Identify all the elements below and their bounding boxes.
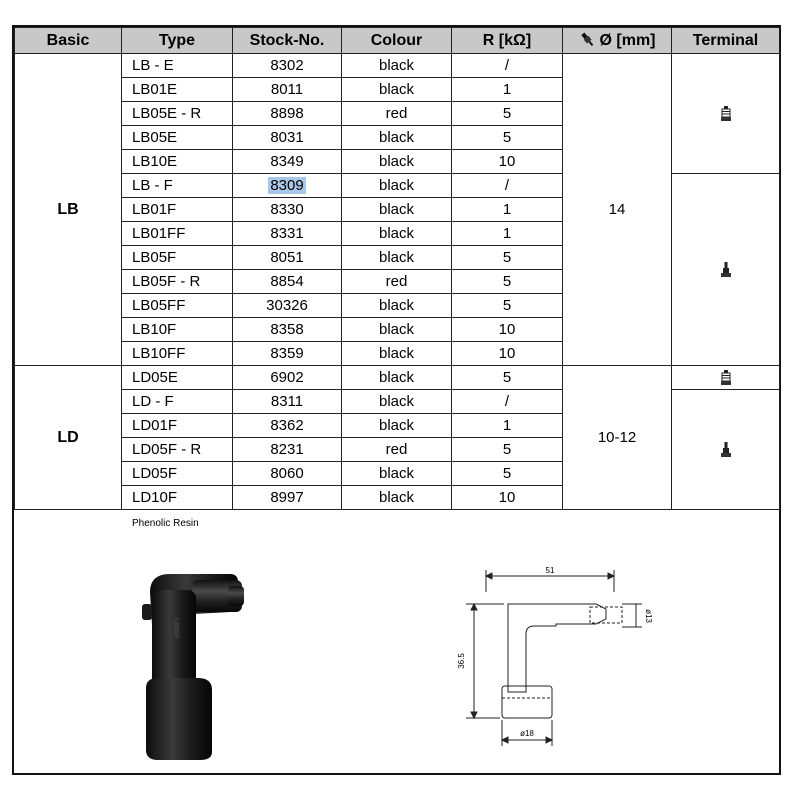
stock-no-cell — [233, 246, 342, 270]
dim-width-label: 51 — [545, 566, 555, 575]
type-cell: LB - F — [122, 174, 233, 198]
material-label: Phenolic Resin — [132, 518, 199, 529]
solid-terminal-icon — [720, 262, 732, 278]
type-cell: LD01F — [122, 414, 233, 438]
header-diameter — [563, 28, 672, 54]
stock-no-cell — [233, 318, 342, 342]
stock-no-text: 8349 — [270, 153, 304, 170]
resistance-cell: 10 — [452, 486, 563, 510]
header-terminal: Terminal — [672, 28, 780, 54]
stock-no-text: 8311 — [270, 393, 304, 410]
type-cell: LB10F — [122, 318, 233, 342]
stock-no-cell — [233, 102, 342, 126]
stock-no-text: 8898 — [270, 105, 304, 122]
table-row — [15, 54, 780, 78]
colour-cell: red — [342, 438, 452, 462]
stock-no-cell — [233, 174, 342, 198]
type-cell: LD05F — [122, 462, 233, 486]
stock-no-text: 30326 — [266, 297, 308, 314]
stock-no-cell — [233, 270, 342, 294]
type-cell: LB - E — [122, 54, 233, 78]
stock-no-cell — [233, 294, 342, 318]
table-row — [15, 366, 780, 390]
threaded-terminal-icon — [720, 370, 732, 386]
resistance-cell: 1 — [452, 198, 563, 222]
header-resistance: R [kΩ] — [452, 28, 563, 54]
stock-no-cell — [233, 414, 342, 438]
stock-no-text: 8331 — [270, 225, 304, 242]
stock-no-cell — [233, 390, 342, 414]
colour-cell: red — [342, 270, 452, 294]
colour-cell: black — [342, 78, 452, 102]
type-cell: LB05FF — [122, 294, 233, 318]
stock-no-cell — [233, 150, 342, 174]
product-table — [14, 27, 780, 510]
type-cell: LD05F - R — [122, 438, 233, 462]
stock-no-cell — [233, 78, 342, 102]
type-cell: LB10E — [122, 150, 233, 174]
stock-no-text: 6902 — [270, 369, 304, 386]
type-cell: LB01E — [122, 78, 233, 102]
terminal-cell — [672, 366, 780, 390]
dim-top-diameter-label: ø13 — [644, 609, 653, 623]
colour-cell: black — [342, 54, 452, 78]
type-cell: LD10F — [122, 486, 233, 510]
type-cell: LB05E — [122, 126, 233, 150]
resistance-cell: 5 — [452, 462, 563, 486]
stock-no-text: 8854 — [270, 273, 304, 290]
stock-no-text: 8031 — [270, 129, 304, 146]
dim-bottom-diameter-label: ø18 — [520, 729, 534, 738]
colour-cell: black — [342, 150, 452, 174]
terminal-cell — [672, 54, 780, 174]
colour-cell: black — [342, 462, 452, 486]
type-cell: LB01FF — [122, 222, 233, 246]
colour-cell: black — [342, 126, 452, 150]
colour-cell: black — [342, 366, 452, 390]
stock-no-text: 8060 — [270, 465, 304, 482]
colour-cell: black — [342, 294, 452, 318]
stock-no-text: 8011 — [270, 81, 304, 98]
colour-cell: black — [342, 198, 452, 222]
stock-no-text: 8302 — [270, 57, 304, 74]
stock-no-cell — [233, 438, 342, 462]
resistance-cell: 1 — [452, 222, 563, 246]
resistance-cell: 5 — [452, 246, 563, 270]
table-header-row — [15, 28, 780, 54]
header-diameter-label: Ø [mm] — [599, 31, 656, 49]
dim-height-label: 36.5 — [457, 653, 466, 669]
resistance-cell: 5 — [452, 270, 563, 294]
type-cell: LB10FF — [122, 342, 233, 366]
type-cell: LB05E - R — [122, 102, 233, 126]
stock-no-text: 8330 — [270, 201, 304, 218]
colour-cell: black — [342, 486, 452, 510]
colour-cell: black — [342, 390, 452, 414]
diameter-cell: 10-12 — [563, 366, 672, 510]
type-cell: LB05F — [122, 246, 233, 270]
stock-no-text: 8358 — [270, 321, 304, 338]
colour-cell: black — [342, 414, 452, 438]
type-cell: LD05E — [122, 366, 233, 390]
threaded-terminal-icon — [720, 106, 732, 122]
highlighted-stock-no: 8309 — [270, 177, 304, 194]
basic-group-cell: LB — [15, 54, 122, 366]
stock-no-cell — [233, 462, 342, 486]
spec-sheet — [12, 25, 781, 775]
terminal-cell — [672, 390, 780, 510]
stock-no-cell — [233, 54, 342, 78]
header-colour: Colour — [342, 28, 452, 54]
header-basic: Basic — [15, 28, 122, 54]
resistance-cell: 5 — [452, 366, 563, 390]
diameter-cell: 14 — [563, 54, 672, 366]
type-cell: LB01F — [122, 198, 233, 222]
colour-cell: black — [342, 222, 452, 246]
photo-marking-text: LB05F — [172, 618, 179, 639]
resistance-cell: 5 — [452, 294, 563, 318]
colour-cell: black — [342, 342, 452, 366]
stock-no-cell — [233, 366, 342, 390]
resistance-cell: 5 — [452, 438, 563, 462]
spark-plug-cap-photo — [136, 570, 246, 760]
resistance-cell: 1 — [452, 78, 563, 102]
resistance-cell: 5 — [452, 126, 563, 150]
resistance-cell: / — [452, 390, 563, 414]
resistance-cell: 10 — [452, 318, 563, 342]
resistance-cell: 10 — [452, 342, 563, 366]
basic-group-cell: LD — [15, 366, 122, 510]
resistance-cell: 5 — [452, 102, 563, 126]
resistance-cell: 10 — [452, 150, 563, 174]
resistance-cell: / — [452, 174, 563, 198]
terminal-cell — [672, 174, 780, 366]
header-stock-no: Stock-No. — [233, 28, 342, 54]
stock-no-text: 8997 — [270, 489, 304, 506]
stock-no-cell — [233, 342, 342, 366]
product-illustration-panel — [14, 510, 779, 773]
dimension-drawing — [446, 564, 706, 749]
stock-no-text: 8359 — [270, 345, 304, 362]
colour-cell: black — [342, 174, 452, 198]
stock-no-cell — [233, 486, 342, 510]
solid-terminal-icon — [720, 442, 732, 458]
colour-cell: black — [342, 246, 452, 270]
stock-no-cell — [233, 126, 342, 150]
header-type: Type — [122, 28, 233, 54]
stock-no-text: 8231 — [270, 441, 304, 458]
resistance-cell: / — [452, 54, 563, 78]
resistance-cell: 1 — [452, 414, 563, 438]
spark-plug-icon — [579, 32, 597, 48]
stock-no-cell — [233, 222, 342, 246]
type-cell: LD - F — [122, 390, 233, 414]
stock-no-cell — [233, 198, 342, 222]
stock-no-text: 8051 — [270, 249, 304, 266]
type-cell: LB05F - R — [122, 270, 233, 294]
colour-cell: red — [342, 102, 452, 126]
colour-cell: black — [342, 318, 452, 342]
stock-no-text: 8362 — [270, 417, 304, 434]
